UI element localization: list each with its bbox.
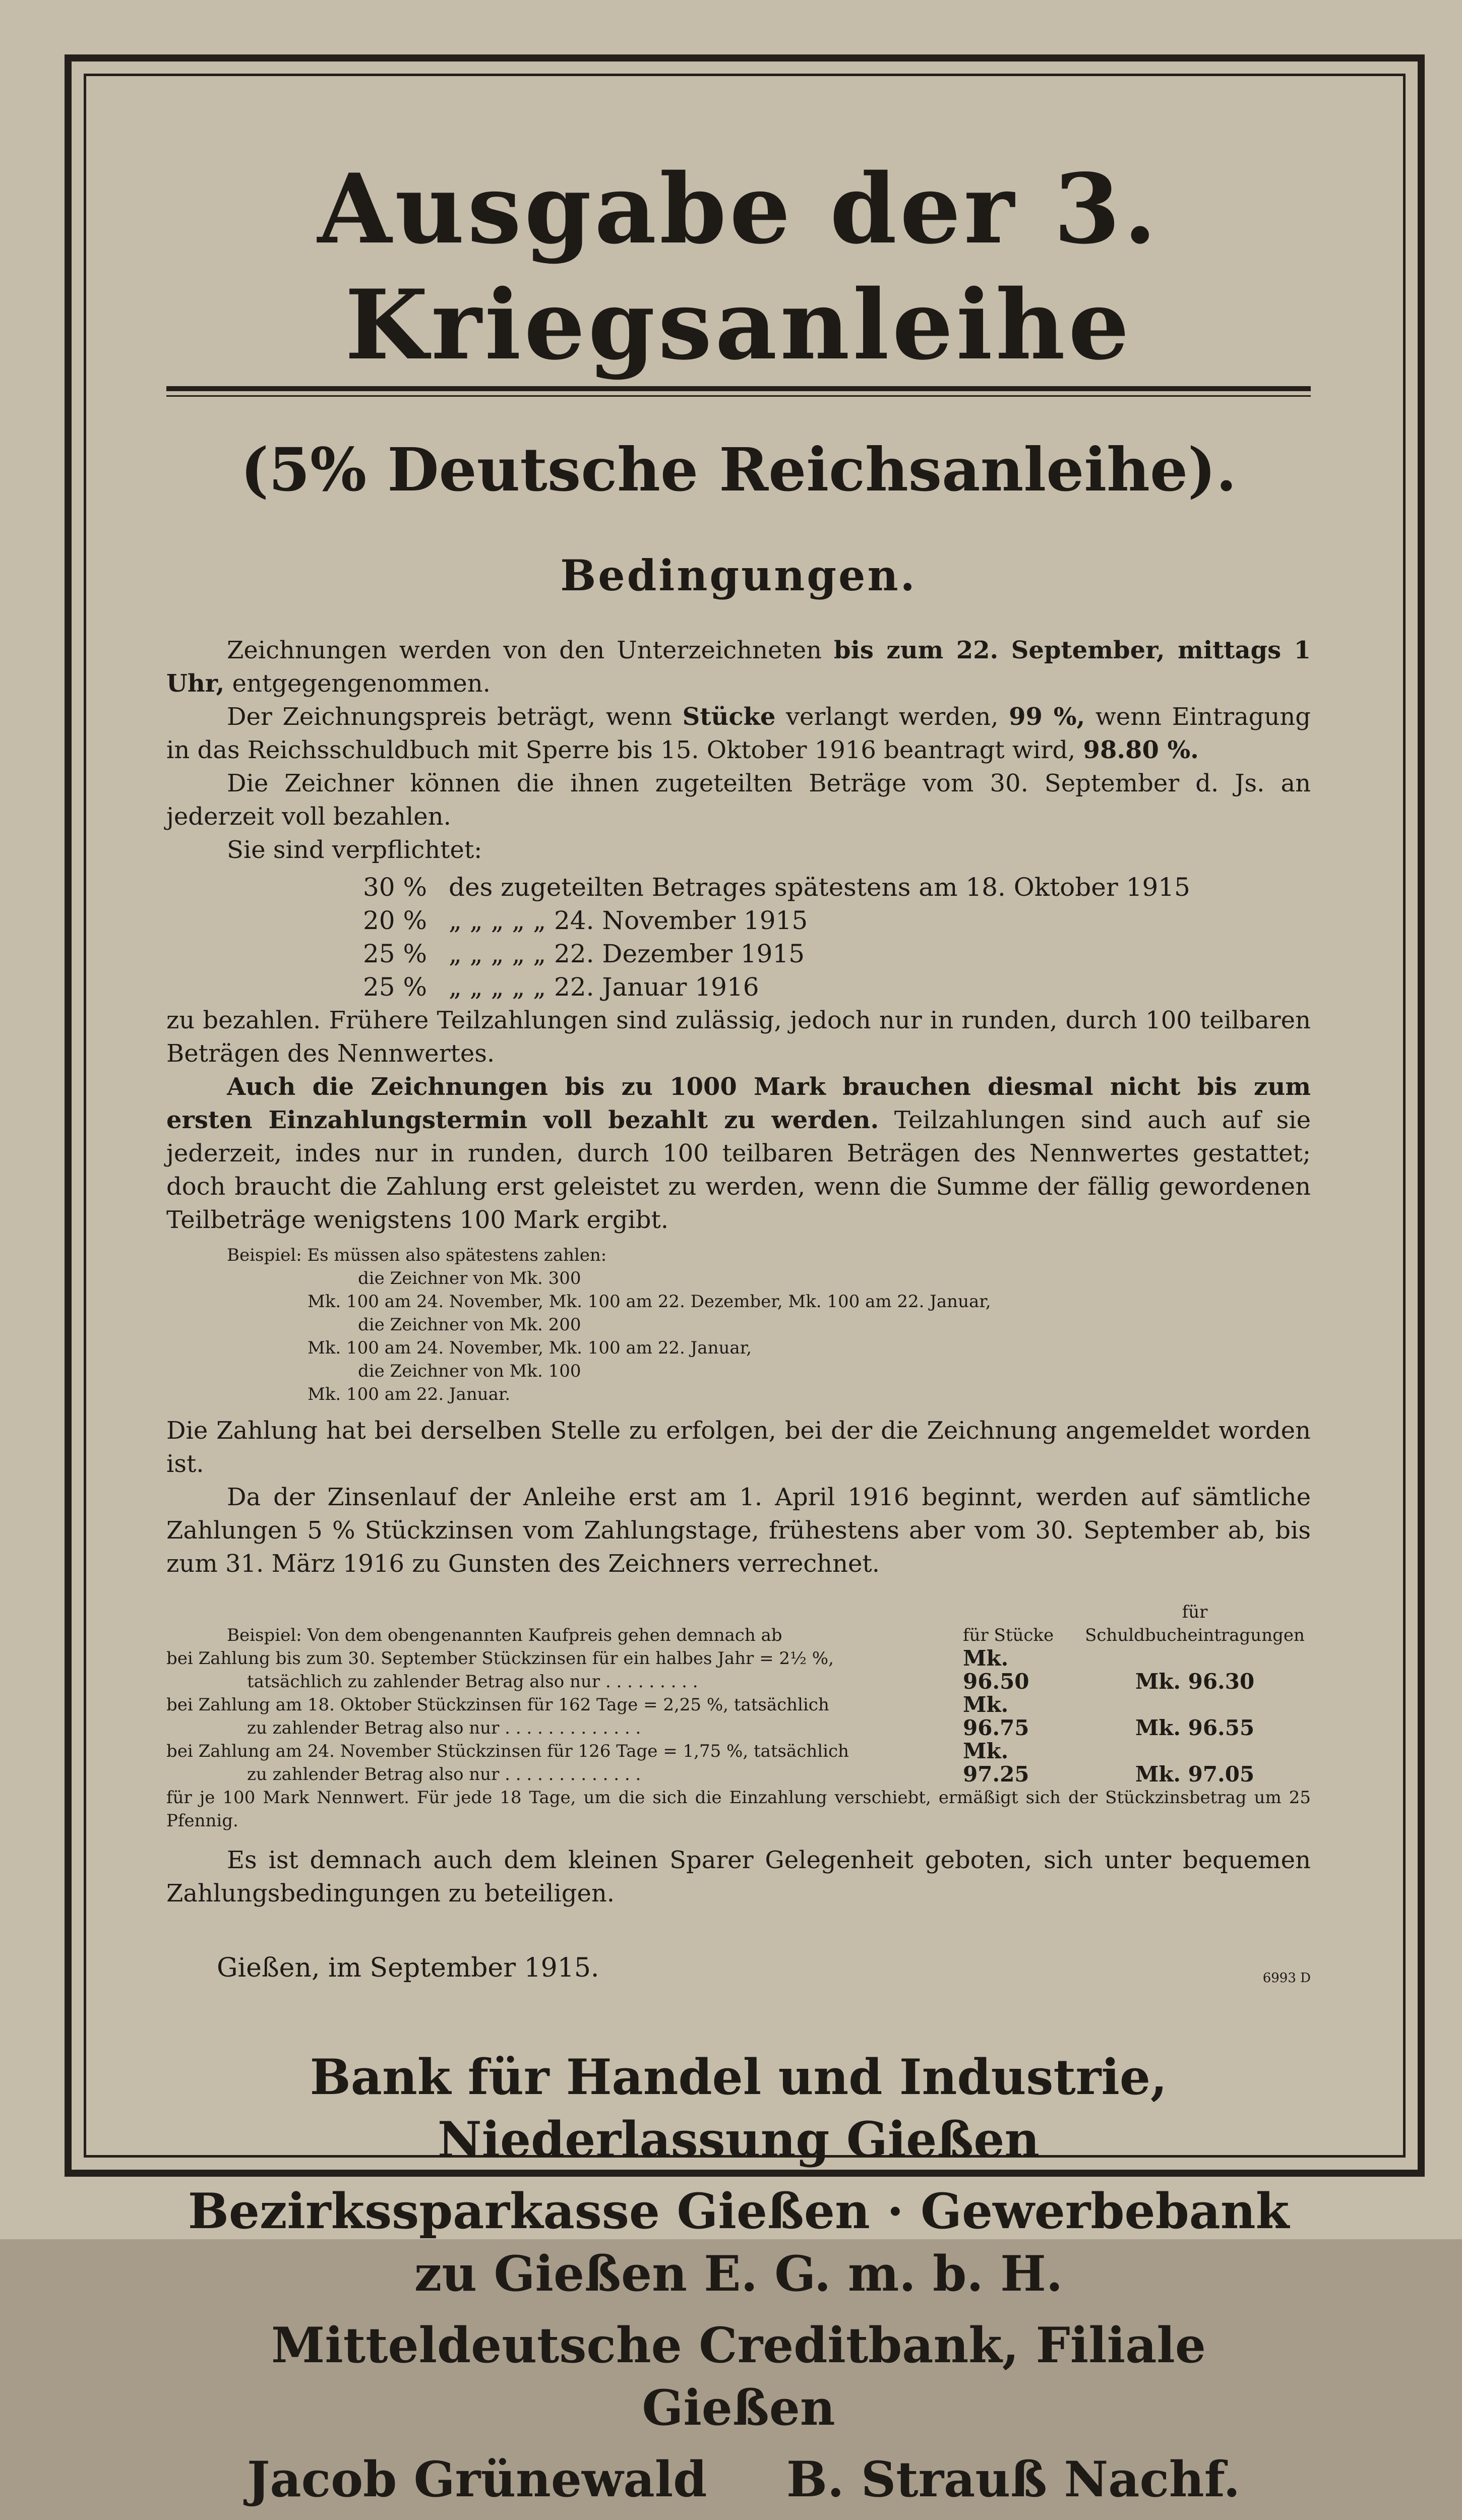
schedule-percent: 25 % bbox=[363, 972, 428, 1002]
example-line: die Zeichner von Mk. 100 bbox=[358, 1361, 581, 1381]
row-line: zu zahlender Betrag also nur . . . . . . . . . . . . . bbox=[247, 1718, 641, 1738]
text: verlangt werden, bbox=[785, 703, 999, 731]
example-line: die Zeichner von Mk. 200 bbox=[358, 1315, 581, 1335]
row-line: tatsächlich zu zahlender Betrag also nur . . . . . . . . . bbox=[247, 1672, 698, 1692]
bank-line: Bezirkssparkasse Gießen · Gewerbebank zu Gießen E. G. m. b. H. bbox=[188, 2183, 1290, 2302]
title-rule bbox=[166, 386, 1311, 391]
text: Stücke bbox=[682, 703, 776, 731]
schedule-percent: 25 % bbox=[363, 939, 428, 968]
bank-line: Mitteldeutsche Creditbank, Filiale Gießen bbox=[271, 2317, 1206, 2436]
schedule-row bbox=[363, 937, 1311, 970]
place-date-row bbox=[166, 1950, 1311, 1986]
schedule-row bbox=[363, 970, 1311, 1004]
title-rule-thin bbox=[166, 395, 1311, 397]
print-code: 6993 D bbox=[1262, 1971, 1311, 1986]
paragraph-payment-place: Die Zahlung hat bei derselben Stelle zu erfolgen, bei der die Zeichnung angemeldet worden ist. bbox=[166, 1417, 1311, 1478]
example-line: Mk. 100 am 24. November, Mk. 100 am 22. Dezember, Mk. 100 am 22. Januar, bbox=[308, 1292, 991, 1312]
paragraph-subscription-deadline bbox=[166, 634, 1311, 700]
schedule-percent: 20 % bbox=[363, 906, 428, 935]
text: Teilzahlungen sind auch auf sie jederzeit, indes nur in runden, durch 100 teilbaren Beträgen des Nennwertes gestattet; doch braucht die Zahlung erst geleistet zu werden, wenn die Summe der fällig gewordenen Teilbeträge wenigstens 100 Mark ergibt. bbox=[166, 1106, 1311, 1234]
poster-title: Ausgabe der 3. Kriegsanleihe bbox=[317, 153, 1160, 381]
schedule-percent: 30 % bbox=[363, 873, 428, 902]
schedule-text: des zugeteilten Betrages spätestens am 18. Oktober 1915 bbox=[449, 873, 1190, 902]
poster-content bbox=[166, 151, 1311, 2520]
value-schuldbuch: Mk. 96.30 bbox=[1135, 1669, 1255, 1694]
text: Auch die Zeichnungen bis zu 1000 Mark brauchen diesmal nicht bis zum ersten Einzahlungstermin voll bezahlt zu werden. bbox=[166, 1073, 1311, 1134]
example-line: Mk. 100 am 22. Januar. bbox=[308, 1384, 511, 1404]
example-line: Beispiel: Es müssen also spätestens zahlen: bbox=[227, 1245, 607, 1265]
schedule-text: „ „ „ „ „ 22. Dezember 1915 bbox=[449, 939, 805, 968]
row-label bbox=[166, 1693, 953, 1740]
text: Der Zeichnungspreis beträgt, wenn bbox=[227, 703, 673, 731]
value-schuldbuch: Mk. 96.55 bbox=[1135, 1715, 1255, 1740]
paragraph-interest: Da der Zinsenlauf der Anleihe erst am 1. April 1916 beginnt, werden auf sämtliche Zahlungen 5 % Stückzinsen vom Zahlungstage, frühestens aber vom 30. September ab, bis zum 31. März 1916 zu Gunsten des Zeichners verrechnet. bbox=[166, 1483, 1311, 1578]
bank-line: Bank für Handel und Industrie, Niederlassung Gießen bbox=[310, 2049, 1168, 2168]
conditions-heading: Bedingungen. bbox=[560, 550, 917, 600]
example-footnote: für je 100 Mark Nennwert. Für jede 18 Tage, um die sich die Einzahlung verschiebt, ermäßigt sich der Stückzinsbetrag um 25 Pfennig. bbox=[166, 1788, 1311, 1831]
interest-example-table bbox=[166, 1601, 1311, 1786]
schedule-text: „ „ „ „ „ 24. November 1915 bbox=[449, 906, 808, 935]
paragraph-partial-payments: zu bezahlen. Frühere Teilzahlungen sind zulässig, jedoch nur in runden, durch 100 teilbaren Beträgen des Nennwertes. bbox=[166, 1006, 1311, 1068]
table-row bbox=[166, 1740, 1311, 1786]
row-line: bei Zahlung bis zum 30. September Stückzinsen für ein halbes Jahr = 2½ %, bbox=[166, 1648, 834, 1669]
price-schuldbuch: 98.80 %. bbox=[1083, 736, 1199, 764]
bank-row bbox=[166, 2448, 1311, 2520]
payment-schedule bbox=[166, 871, 1311, 1004]
row-label bbox=[166, 1647, 953, 1693]
example-line: die Zeichner von Mk. 300 bbox=[358, 1268, 581, 1288]
banks-block bbox=[166, 2046, 1311, 2520]
text: wenn Eintragung in das Reichsschuldbuch mit Sperre bis 15. Oktober 1916 beantragt wird, bbox=[166, 703, 1311, 764]
paragraph-subscription-price bbox=[166, 700, 1311, 767]
deadline-text: bis zum 22. September, mittags 1 Uhr, bbox=[166, 636, 1311, 698]
example-payments bbox=[227, 1244, 1311, 1406]
schedule-row bbox=[363, 904, 1311, 937]
paragraph-obligation: Sie sind verpflichtet: bbox=[227, 836, 482, 864]
value-stuecke: Mk. 96.75 bbox=[963, 1692, 1029, 1740]
value-stuecke: Mk. 96.50 bbox=[963, 1646, 1029, 1694]
text: entgegengenommen. bbox=[232, 669, 491, 698]
row-line: bei Zahlung am 18. Oktober Stückzinsen für 162 Tage = 2,25 %, tatsächlich bbox=[166, 1695, 829, 1715]
bank-name-right: B. Strauß Nachf. bbox=[786, 2451, 1240, 2508]
row-line: bei Zahlung am 24. November Stückzinsen für 126 Tage = 1,75 %, tatsächlich bbox=[166, 1741, 849, 1761]
value-schuldbuch: Mk. 97.05 bbox=[1135, 1762, 1255, 1787]
table-row bbox=[166, 1647, 1311, 1693]
example-intro: Beispiel: Von dem obengenannten Kaufpreis gehen demnach ab bbox=[227, 1625, 782, 1645]
price-stuecke: 99 %, bbox=[1009, 703, 1085, 731]
column-header-stuecke: für Stücke bbox=[963, 1625, 1054, 1645]
schedule-text: „ „ „ „ „ 22. Januar 1916 bbox=[449, 972, 759, 1002]
paragraph-full-payment: Die Zeichner können die ihnen zugeteilten Beträge vom 30. September d. Js. an jederzeit voll bezahlen. bbox=[166, 769, 1311, 831]
paragraph-small-savers: Es ist demnach auch dem kleinen Sparer Gelegenheit geboten, sich unter bequemen Zahlungsbedingungen zu beteiligen. bbox=[166, 1846, 1311, 1908]
row-label bbox=[166, 1740, 953, 1786]
table-header-row bbox=[166, 1601, 1311, 1647]
bank-name-left: Jacob Grünewald bbox=[247, 2451, 707, 2508]
column-header-schuldbuch: für Schuldbucheintragungen bbox=[1085, 1602, 1305, 1645]
poster-subtitle: (5% Deutsche Reichsanleihe). bbox=[240, 435, 1237, 505]
schedule-row bbox=[363, 871, 1311, 904]
text: Zeichnungen werden von den Unterzeichneten bbox=[227, 636, 822, 664]
paragraph-small-subscriptions bbox=[166, 1070, 1311, 1237]
example-line: Mk. 100 am 24. November, Mk. 100 am 22. Januar, bbox=[308, 1338, 752, 1358]
table-row bbox=[166, 1693, 1311, 1740]
place-date: Gießen, im September 1915. bbox=[217, 1953, 599, 1983]
row-line: zu zahlender Betrag also nur . . . . . . . . . . . . . bbox=[247, 1764, 641, 1785]
value-stuecke: Mk. 97.25 bbox=[963, 1739, 1029, 1787]
